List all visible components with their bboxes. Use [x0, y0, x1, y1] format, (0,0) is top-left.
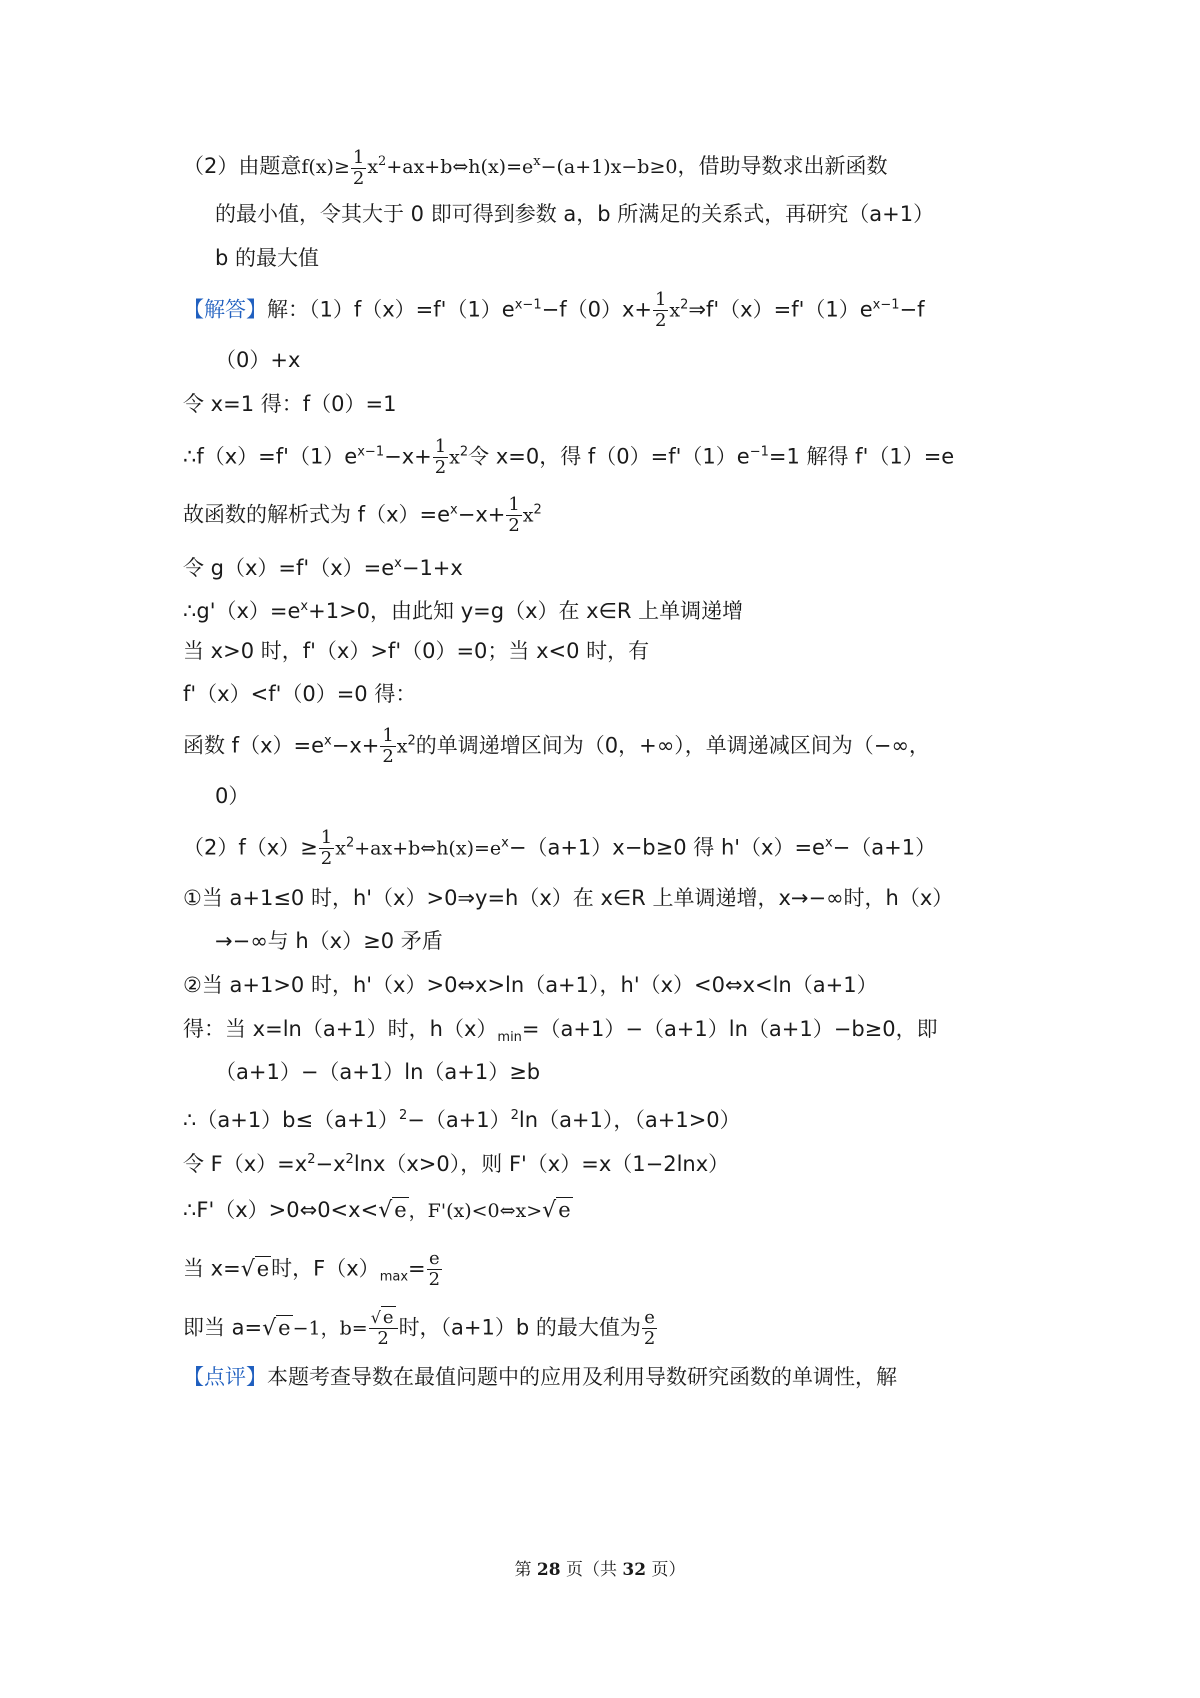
- line-9: 令 $g(x)=f'(x)=e^x-1+x$: [183, 556, 463, 580]
- line-17: →−∞与 h（x）≥0 矛盾: [215, 929, 443, 953]
- line-8: 故函数的解析式为 $f(x)=e^x-x+$ $\frac{1}{2}$ $x^2$: [183, 494, 542, 536]
- line-24: 当 x=√e时，$F(x)_{max}=$ $\frac{e}{2}$: [183, 1248, 441, 1290]
- line-6: 令 x=1 得：f（0）=1: [183, 392, 397, 416]
- line-20: （a+1）−（a+1）ln（a+1）≥b: [215, 1060, 541, 1084]
- line-13: 函数 $f(x)=e^x-x+$ $\frac{1}{2}$ $x^2$的单调递增区间为（0，+∞），单调递减区间为（−∞，: [183, 725, 930, 767]
- line-2: 的最小值，令其大于 0 即可得到参数 a，b 所满足的关系式，再研究（a+1）: [215, 202, 935, 226]
- line-7: $\therefore f(x)=f'(1)e^{x-1}-x+$ $\frac{1}{2}$ $x^2$令 x=0，得 $f(0)=f'(1)e^{-1}=1$ 解得 f'（1）=e: [183, 436, 955, 478]
- formula-1: f(x)≥ $\frac{1}{2}$ $x^2+ax+b\Leftrightarrow h(x)=e^x-(a+1)x-b\ge 0$: [301, 146, 678, 189]
- line-14: 0）: [215, 784, 250, 808]
- line-4: 【解答】解：$(1)f(x)=f'(1)e^{x-1}-f(0)x+$ $\frac{1}{2}$ $x^2\Rightarrow f'(x)=f'(1)e^{x-1}-f$: [183, 289, 925, 331]
- line-5: （0）+x: [215, 348, 301, 372]
- line-16: ①当 a+1≤0 时，h'（x）>0⇒y=h（x）在 x∈R 上单调递增，x→−∞时，h（x）: [183, 886, 954, 910]
- line-25: 即当 a=√e −1，b= $\frac{√ e}{2}$ 时，（a+1）b 的最大值为 $\frac{e}{2}$: [183, 1307, 656, 1349]
- page-footer: 第 28 页（共 32 页）: [514, 1560, 686, 1580]
- line-11: 当 x>0 时，f'（x）>f'（0）=0；当 x<0 时，有: [183, 639, 650, 663]
- line-1: （2）由题意f(x)≥ $\frac{1}{2}$ $x^2+ax+b\Leftrightarrow h(x)=e^x-(a+1)x-b\ge 0$，借助导数求出新函数: [183, 146, 888, 189]
- line-15: （2）f（x）≥ $\frac{1}{2}$ $x^2+ax+b\Leftrightarrow h(x)=e^x-(a+1)x-b\ge 0$ 得 $h'(x)=e^x-(a+1)$: [183, 827, 937, 869]
- line-23: ∴F'（x）>0⇔0<x<√e ，F'(x)<0⇔x>√e: [183, 1198, 571, 1223]
- line-22: 令 $F(x)=x^2-x^2\ln x(x>0)$，则 F'（x）=x（1−2lnx）: [183, 1152, 730, 1176]
- line-26: 【点评】本题考查导数在最值问题中的应用及利用导数研究函数的单调性，解: [183, 1365, 897, 1389]
- line-12: f'（x）<f'（0）=0 得：: [183, 682, 417, 706]
- answer-tag: 【解答】: [183, 297, 267, 322]
- line-3: b 的最大值: [215, 246, 320, 270]
- line-10: $\therefore g'(x)=e^x+1>0$，由此知 y=g（x）在 x∈R 上单调递增: [183, 599, 744, 623]
- page-total: 32: [622, 1560, 647, 1580]
- page-number: 28: [536, 1560, 561, 1580]
- line-18: ②当 a+1>0 时，h'（x）>0⇔x>ln（a+1），h'（x）<0⇔x<ln（a+1）: [183, 973, 878, 997]
- line-19: 得：当 x=ln（a+1）时，$h(x)_{min}=(a+1)-(a+1)\ln(a+1)-b\ge 0$，即: [183, 1017, 938, 1045]
- line-21: $\therefore(a+1)b\le(a+1)^2-(a+1)^2\ln(a+1)$，（a+1>0）: [183, 1108, 741, 1132]
- comment-tag: 【点评】: [183, 1365, 267, 1389]
